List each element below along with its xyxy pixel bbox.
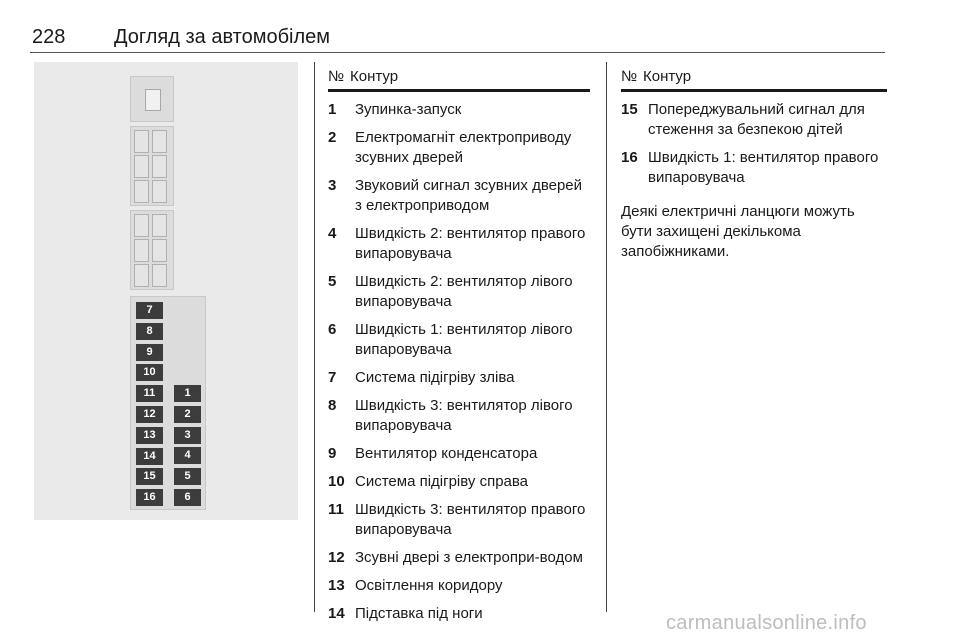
page-header	[30, 26, 885, 53]
circuit-description: Швидкість 2: вентилятор правого випаровувача	[355, 225, 586, 262]
fuse-label: 6	[174, 489, 201, 506]
circuit-number: 15	[621, 101, 638, 118]
table-row	[328, 320, 590, 360]
circuit-description: Швидкість 3: вентилятор правого випаровувача	[355, 501, 586, 538]
fuse-label: 2	[174, 406, 201, 423]
table-row	[328, 444, 590, 464]
table-header	[328, 66, 590, 92]
circuit-description: Швидкість 1: вентилятор правого випаровувача	[648, 149, 879, 186]
relay-slot	[134, 180, 149, 203]
circuit-number: 3	[328, 177, 337, 194]
table-row	[328, 604, 590, 624]
circuit-number: 12	[328, 549, 345, 566]
table-row	[328, 224, 590, 264]
header-number: №	[328, 68, 345, 85]
fuse-label: 16	[136, 489, 163, 506]
fuse-label: 10	[136, 364, 163, 381]
fuse-label: 7	[136, 302, 163, 319]
circuit-description: Вентилятор конденсатора	[355, 445, 538, 462]
circuit-description: Підставка під ноги	[355, 605, 483, 622]
fuse-label: 14	[136, 448, 163, 465]
circuit-description: Зсувні двері з електропри-водом	[355, 549, 583, 566]
fuse-label: 15	[136, 468, 163, 485]
relay-slot	[134, 239, 149, 262]
fuse-label: 9	[136, 344, 163, 361]
relay-slot	[152, 264, 167, 287]
fuse-label: 8	[136, 323, 163, 340]
circuit-number: 8	[328, 397, 337, 414]
table-row	[328, 500, 590, 540]
fuse-label: 11	[136, 385, 163, 402]
circuit-description: Звуковий сигнал зсувних дверей з електроприводом	[355, 177, 583, 214]
table-row	[328, 472, 590, 492]
fuse-label: 5	[174, 468, 201, 485]
circuit-number: 2	[328, 129, 337, 146]
table-row	[621, 100, 887, 140]
header-circuit: Контур	[643, 68, 692, 85]
watermark: carmanualsonline.info	[666, 612, 867, 634]
fuse-box-diagram	[34, 62, 298, 520]
relay-slot	[134, 214, 149, 237]
circuit-number: 5	[328, 273, 337, 290]
relay-slot	[152, 214, 167, 237]
circuit-table-left	[328, 66, 590, 624]
table-row	[328, 396, 590, 436]
table-row	[328, 576, 590, 596]
table-header	[621, 66, 887, 92]
relay-slot	[134, 264, 149, 287]
circuit-number: 16	[621, 149, 638, 166]
table-row	[328, 368, 590, 388]
circuit-number: 7	[328, 369, 337, 386]
fuse-note: Деякі електричні ланцюги можуть бути захищені декількома запобіжниками.	[621, 203, 855, 260]
circuit-number: 13	[328, 577, 345, 594]
column-divider-right	[606, 62, 607, 612]
circuit-description: Система підігріву зліва	[355, 369, 515, 386]
circuit-description: Зупинка-запуск	[355, 101, 462, 118]
relay-slot	[152, 239, 167, 262]
circuit-description: Попереджувальний сигнал для стеження за безпекою дітей	[648, 101, 865, 138]
header-circuit: Контур	[350, 68, 399, 85]
page-title: Догляд за автомобілем	[114, 26, 331, 48]
circuit-number: 14	[328, 605, 345, 622]
fuse-block-top	[130, 76, 174, 122]
table-row	[621, 148, 887, 188]
column-divider-left	[314, 62, 315, 612]
fuse-label: 4	[174, 447, 201, 464]
relay-slot	[134, 130, 149, 153]
circuit-description: Швидкість 3: вентилятор лівого випаровувача	[355, 397, 573, 434]
page-number: 228	[32, 26, 66, 48]
table-row	[328, 548, 590, 568]
circuit-number: 4	[328, 225, 337, 242]
fuse-label: 1	[174, 385, 201, 402]
table-row	[328, 272, 590, 312]
fuse-label: 12	[136, 406, 163, 423]
circuit-table-right	[621, 66, 887, 262]
table-row	[328, 128, 590, 168]
table-row	[328, 176, 590, 216]
relay-slot	[152, 180, 167, 203]
circuit-number: 1	[328, 101, 337, 118]
circuit-description: Швидкість 2: вентилятор лівого випаровувача	[355, 273, 573, 310]
header-number: №	[621, 68, 638, 85]
circuit-number: 9	[328, 445, 337, 462]
circuit-number: 10	[328, 473, 345, 490]
table-row	[328, 100, 590, 120]
circuit-description: Освітлення коридору	[355, 577, 503, 594]
circuit-description: Електромагніт електроприводу зсувних дверей	[355, 129, 572, 166]
circuit-description: Система підігріву справа	[355, 473, 529, 490]
fuse-label: 3	[174, 427, 201, 444]
relay-slot	[152, 130, 167, 153]
circuit-description: Швидкість 1: вентилятор лівого випаровувача	[355, 321, 573, 358]
relay-slot	[152, 155, 167, 178]
circuit-number: 11	[328, 501, 344, 518]
circuit-number: 6	[328, 321, 337, 338]
relay-slot	[134, 155, 149, 178]
fuse-label: 13	[136, 427, 163, 444]
fuse-slot	[145, 89, 161, 111]
